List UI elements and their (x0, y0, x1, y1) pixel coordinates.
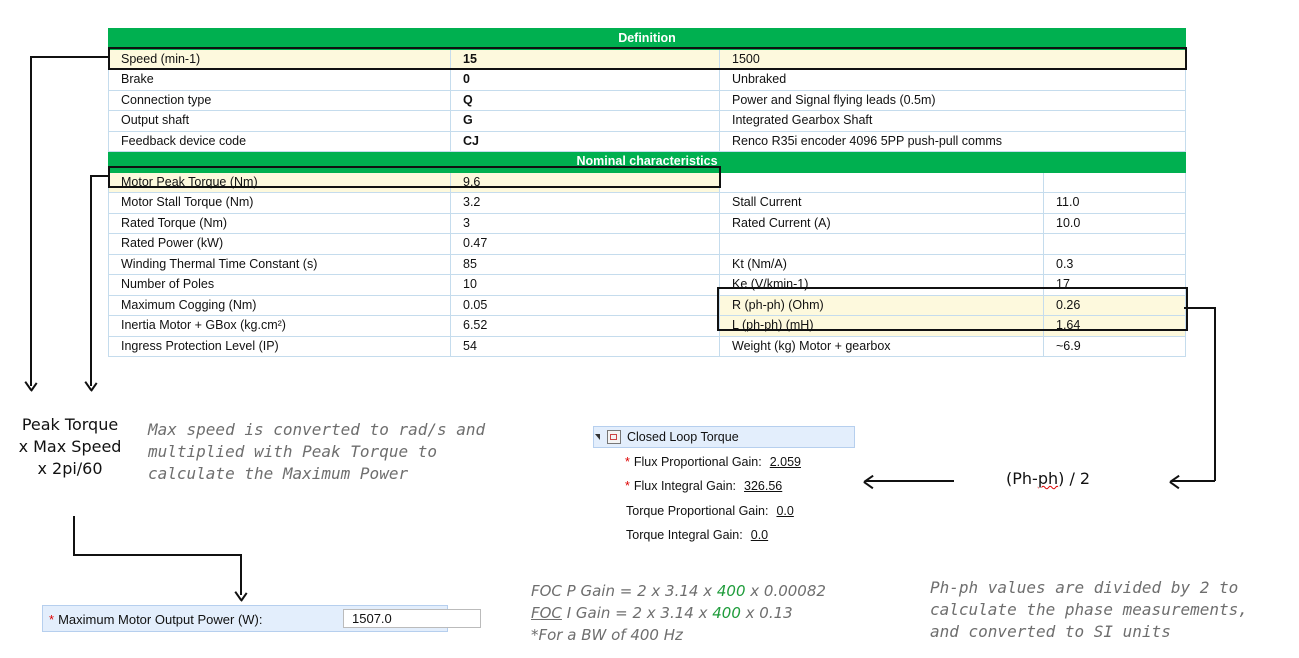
ph-label-squiggly: ph (1037, 469, 1059, 488)
power-connector-h (73, 554, 241, 556)
arrow-left-icon (1170, 474, 1184, 488)
peak-connector-v (90, 175, 92, 386)
flux-integral-gain-value[interactable]: 326.56 (744, 479, 783, 493)
table-row (109, 70, 1186, 91)
feedback-label: Feedback device code (109, 131, 451, 152)
bandwidth-footnote: *For a BW of 400 Hz (531, 626, 683, 644)
table-row (109, 234, 1186, 255)
cell-label2: Ke (V/kmin-1) (720, 275, 1044, 296)
cell-value: 3 (451, 213, 720, 234)
formula-line: x 2pi/60 (37, 459, 103, 478)
cell-label: Rated Torque (Nm) (109, 213, 451, 234)
cell-value: 6.52 (451, 316, 720, 337)
bandwidth-value: 400 (712, 604, 741, 622)
max-speed-note (148, 419, 485, 485)
table-row (109, 49, 1186, 70)
cell-value2 (1044, 234, 1186, 255)
connection-label: Connection type (109, 90, 451, 111)
cell-label: Rated Power (kW) (109, 234, 451, 255)
speed-code: 15 (451, 49, 720, 70)
cell-value2: 17 (1044, 275, 1186, 296)
ph-label-pre: (Ph- (1006, 469, 1038, 488)
cell-value: 10 (451, 275, 720, 296)
formula-text: x 0.00082 (745, 582, 826, 600)
flux-proportional-gain-value[interactable]: 2.059 (769, 455, 801, 469)
table-row (109, 213, 1186, 234)
flux-proportional-gain-row (625, 455, 801, 469)
cell-label2: Weight (kg) Motor + gearbox (720, 336, 1044, 357)
required-marker: * (625, 479, 630, 493)
resistance-label: R (ph-ph) (Ohm) (720, 295, 1044, 316)
rl-connector-h (1184, 307, 1215, 309)
speed-label: Speed (min-1) (109, 49, 451, 70)
foc-p-gain-line (531, 580, 826, 602)
power-connector-v1 (73, 516, 75, 555)
table-row (109, 172, 1186, 193)
note-line: multiplied with Peak Torque to (148, 442, 437, 461)
cell-value2: 0.3 (1044, 254, 1186, 275)
definition-header-row (109, 29, 1186, 50)
cell-value: 54 (451, 336, 720, 357)
required-marker: * (49, 612, 55, 627)
speed-desc: 1500 (720, 49, 1186, 70)
note-line: Max speed is converted to rad/s and (148, 420, 486, 439)
table-row (109, 295, 1186, 316)
output-shaft-desc: Integrated Gearbox Shaft (720, 111, 1186, 132)
brake-code: 0 (451, 70, 720, 91)
note-line (930, 577, 1248, 599)
cell-label2: Rated Current (A) (720, 213, 1044, 234)
required-marker: * (625, 455, 630, 469)
motor-spec-table (108, 28, 1186, 357)
arrow-left-icon (864, 474, 878, 488)
peak-torque-value: 9.6 (451, 172, 720, 193)
table-row (109, 254, 1186, 275)
cell-label: Ingress Protection Level (IP) (109, 336, 451, 357)
note-line: calculate the phase measurements, (930, 600, 1248, 619)
torque-proportional-gain-label: Torque Proportional Gain: (626, 504, 769, 518)
ph-label-post: ) / 2 (1058, 469, 1091, 488)
table-row (109, 131, 1186, 152)
cell-label2: Kt (Nm/A) (720, 254, 1044, 275)
note-line: calculate the Maximum Power (148, 464, 409, 483)
speed-connector-h (30, 56, 108, 58)
cell-value: 3.2 (451, 193, 720, 214)
arrow-down-icon (234, 588, 246, 600)
max-power-label-text: Maximum Motor Output Power (W): (58, 612, 263, 627)
rl-connector-v (1214, 307, 1216, 481)
note-text: Ph-ph values are divided by 2 to (930, 578, 1239, 597)
table-row (109, 111, 1186, 132)
peak-torque-label: Motor Peak Torque (Nm) (109, 172, 451, 193)
cell-value: 0.47 (451, 234, 720, 255)
table-row (109, 275, 1186, 296)
torque-integral-gain-label: Torque Integral Gain: (626, 528, 743, 542)
formula-line: x Max Speed (18, 437, 122, 456)
table-row (109, 316, 1186, 337)
table-row (109, 193, 1186, 214)
feedback-code: CJ (451, 131, 720, 152)
inductance-label: L (ph-ph) (mH) (720, 316, 1044, 337)
peak-power-formula (10, 414, 130, 480)
foc-gain-formulas (531, 580, 826, 646)
definition-header: Definition (109, 29, 1186, 50)
brake-desc: Unbraked (720, 70, 1186, 91)
connection-desc: Power and Signal flying leads (0.5m) (720, 90, 1186, 111)
flux-proportional-gain-label: Flux Proportional Gain: (633, 455, 762, 469)
cell-label2 (720, 234, 1044, 255)
closed-loop-torque-title: Closed Loop Torque (627, 430, 739, 444)
arrow-down-icon (24, 378, 36, 390)
feedback-desc: Renco R35i encoder 4096 5PP push-pull comms (720, 131, 1186, 152)
settings-node-icon (607, 430, 621, 444)
cell-label2 (720, 172, 1044, 193)
flux-integral-gain-row (625, 479, 782, 493)
connection-code: Q (451, 90, 720, 111)
cell-value: 85 (451, 254, 720, 275)
max-power-label (49, 612, 263, 627)
output-shaft-code: G (451, 111, 720, 132)
torque-proportional-gain-value[interactable]: 0.0 (776, 504, 794, 518)
inductance-value: 1.64 (1044, 316, 1186, 337)
closed-loop-torque-panel (593, 426, 855, 551)
formula-text: FOC P Gain = 2 x 3.14 x (531, 582, 717, 600)
max-motor-output-power-field (42, 605, 448, 632)
torque-integral-gain-value[interactable]: 0.0 (750, 528, 769, 542)
formula-text: I Gain = 2 x 3.14 x (561, 604, 713, 622)
bandwidth-value: 400 (716, 582, 746, 600)
nominal-header: Nominal characteristics (109, 152, 1186, 173)
formula-line: Peak Torque (21, 415, 119, 434)
output-shaft-label: Output shaft (109, 111, 451, 132)
flux-integral-gain-label: Flux Integral Gain: (633, 479, 737, 493)
torque-integral-gain-row (626, 528, 768, 542)
collapse-triangle-icon[interactable] (595, 434, 600, 440)
speed-connector-v (30, 56, 32, 386)
resistance-value: 0.26 (1044, 295, 1186, 316)
cell-label: Winding Thermal Time Constant (s) (109, 254, 451, 275)
table-row (109, 90, 1186, 111)
closed-loop-torque-header[interactable] (593, 426, 855, 448)
cell-value: 0.05 (451, 295, 720, 316)
table-row (109, 336, 1186, 357)
cell-label: Number of Poles (109, 275, 451, 296)
nominal-header-row (109, 152, 1186, 173)
cell-label: Motor Stall Torque (Nm) (109, 193, 451, 214)
cell-value2: 11.0 (1044, 193, 1186, 214)
note-line: and converted to SI units (930, 622, 1171, 641)
ph-divide-label (1006, 469, 1090, 488)
cell-label: Inertia Motor + GBox (kg.cm²) (109, 316, 451, 337)
cell-value2 (1044, 172, 1186, 193)
torque-proportional-gain-row (626, 504, 794, 518)
foc-i-gain-line (531, 602, 826, 624)
arrow-down-icon (84, 378, 96, 390)
cell-value2: ~6.9 (1044, 336, 1186, 357)
cell-label2: Stall Current (720, 193, 1044, 214)
max-power-input[interactable]: 1507.0 (343, 609, 481, 628)
gain-connector-h (866, 480, 954, 482)
cell-label: Maximum Cogging (Nm) (109, 295, 451, 316)
formula-text: FOC (531, 604, 562, 622)
formula-text: x 0.13 (740, 604, 793, 622)
brake-label: Brake (109, 70, 451, 91)
peak-connector-h (90, 175, 108, 177)
cell-value2: 10.0 (1044, 213, 1186, 234)
ph-ph-note (930, 577, 1248, 643)
